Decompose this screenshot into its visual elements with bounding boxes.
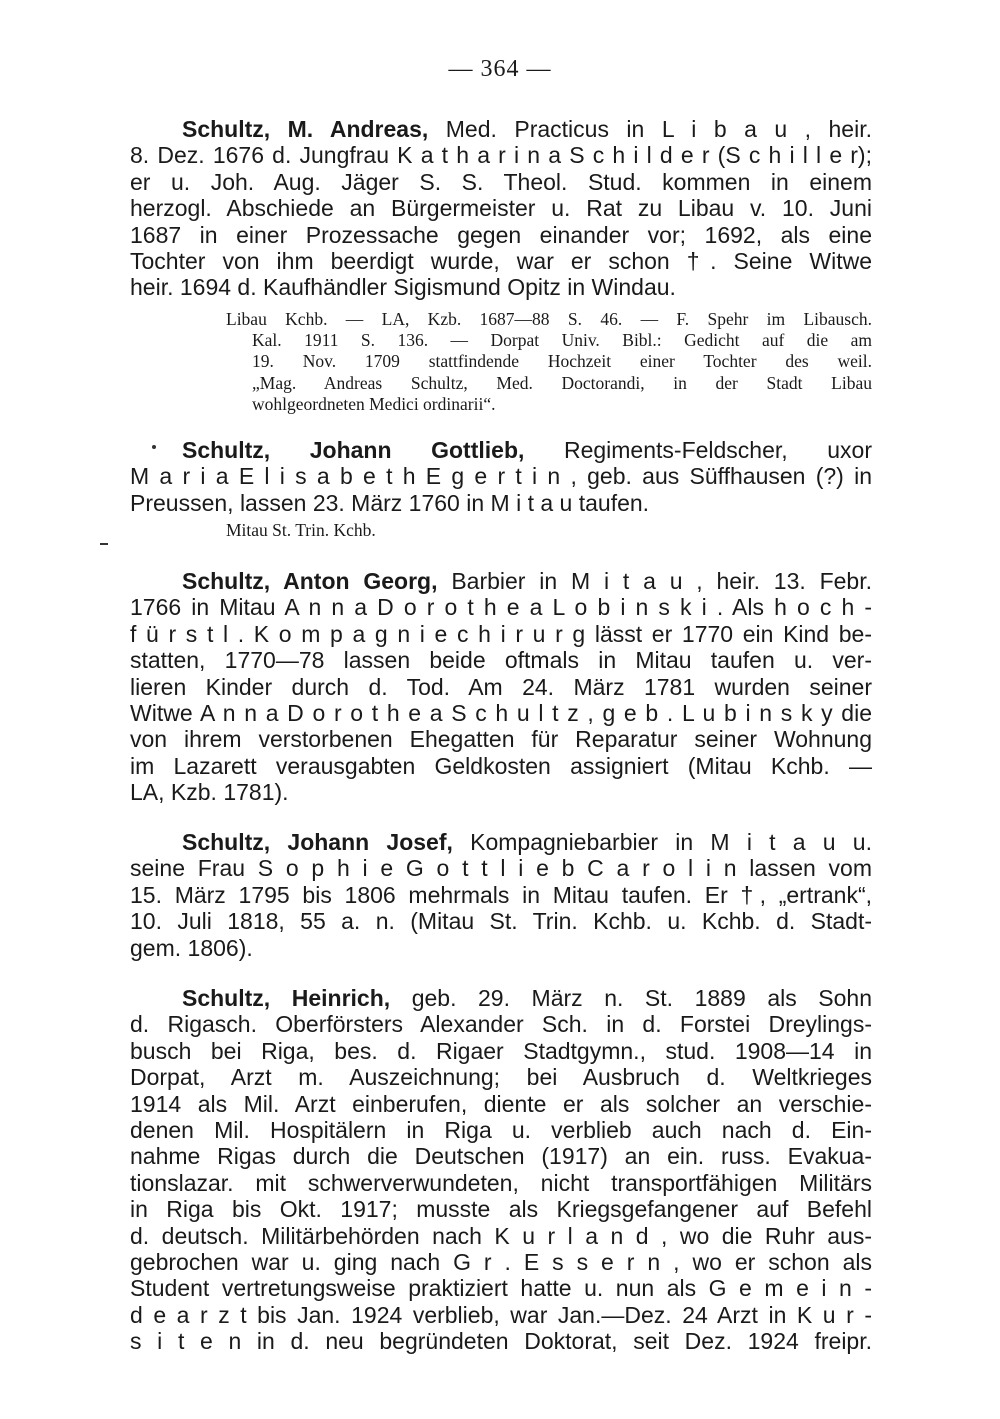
entry-text-line: nahme Rigas durch die Deutschen (1917) an ein. russ. Evakua- [130, 1143, 872, 1170]
entry-text-line: Witwe A n n a D o r o t h e a S c h u l t z , g e b . L u b i n s k y die [130, 699, 872, 726]
entry-heading-text: Barbier in M i t a u , heir. 13. Febr. [437, 568, 872, 594]
entry-text-line: busch bei Riga, bes. d. Rigaer Stadtgymn., stud. 1908—14 in [130, 1037, 872, 1064]
entry-heading-line [130, 829, 872, 855]
entry-text-line: 8. Dez. 1676 d. Jungfrau K a t h a r i n a S c h i l d e r (S c h i l l e r); [130, 142, 872, 169]
entry-schultz-johann-josef [130, 829, 872, 961]
entry-text-line: in Riga bis Okt. 1917; musste als Kriegsgefangener auf Befehl [130, 1196, 872, 1223]
entry-heading-text: Regiments-Feldscher, uxor [524, 437, 872, 463]
entry-text-line: im Lazarett verausgabten Geldkosten assigniert (Mitau Kchb. — [130, 752, 872, 779]
entry-schultz-m-andreas [130, 116, 872, 415]
entry-text-line: d. Rigasch. Oberförsters Alexander Sch. in d. Forstei Dreylings- [130, 1011, 872, 1038]
source-line: Mitau St. Trin. Kchb. [226, 520, 376, 541]
entry-text-line: er u. Joh. Aug. Jäger S. S. Theol. Stud. kommen in einem [130, 168, 872, 195]
source-line: Libau Kchb. — LA, Kzb. 1687—88 S. 46. — F. Spehr im Libausch. [226, 308, 872, 329]
entry-heading-text: Kompagniebarbier in M i t a u u. [452, 829, 872, 855]
entry-text-line: gebrochen war u. ging nach G r . E s s e r n , wo er schon als [130, 1248, 872, 1275]
entry-name: Schultz, M. Andreas, [182, 116, 429, 142]
source-references [226, 520, 872, 541]
entry-heading-text: geb. 29. März n. St. 1889 als Sohn [390, 985, 872, 1011]
entry-heading-line [130, 116, 872, 142]
page-number: — 364 — [448, 56, 552, 82]
entry-text-line: Dorpat, Arzt m. Auszeichnung; bei Ausbruch d. Weltkrieges [130, 1064, 872, 1091]
entry-heading-line [130, 568, 872, 594]
source-line: Kal. 1911 S. 136. — Dorpat Univ. Bibl.: Gedicht auf die am [252, 330, 872, 351]
entry-text-line: s i t e n in d. neu begründeten Doktorat, seit Dez. 1924 freipr. [130, 1328, 872, 1355]
entry-text-line: LA, Kzb. 1781). [130, 779, 289, 806]
entry-text-line: seine Frau S o p h i e G o t t l i e b C a r o l i n lassen vom [130, 855, 872, 882]
entry-text-line: denen Mil. Hospitälern in Riga u. verblieb auch nach d. Ein- [130, 1116, 872, 1143]
entry-text-line: 1687 in einer Prozessache gegen einander vor; 1692, als eine [130, 221, 872, 248]
entry-heading-line [130, 985, 872, 1011]
entry-text-line: Preussen, lassen 23. März 1760 in M i t a u taufen. [130, 489, 650, 516]
entry-text-line: 1914 als Mil. Arzt einberufen, diente er als solcher an verschie- [130, 1090, 872, 1117]
entry-text-line: 10. Juli 1818, 55 a. n. (Mitau St. Trin. Kchb. u. Kchb. d. Stadt- [130, 908, 872, 935]
entry-text-line: herzogl. Abschiede an Bürgermeister u. Rat zu Libau v. 10. Juni [130, 195, 872, 222]
entry-text-line: 15. März 1795 bis 1806 mehrmals in Mitau taufen. Er †, „ertrank“, [130, 881, 872, 908]
source-line: „Mag. Andreas Schultz, Med. Doctorandi, in der Stadt Libau [252, 372, 872, 393]
entry-text-line: lieren Kinder durch d. Tod. Am 24. März 1781 wurden seiner [130, 673, 872, 700]
entry-heading-text: Med. Practicus in L i b a u , heir. [428, 116, 872, 142]
entry-text-line: M a r i a E l i s a b e t h E g e r t i n , geb. aus Süffhausen (?) in [130, 463, 872, 490]
entry-text-line: 1766 in Mitau A n n a D o r o t h e a L o b i n s k i . Als h o c h - [130, 594, 872, 621]
entry-heading-line [130, 437, 872, 463]
entry-schultz-anton-georg [130, 568, 872, 806]
source-line: wohlgeordneten Medici ordinarii“. [252, 393, 496, 414]
scan-speck [100, 543, 108, 545]
entry-schultz-johann-gottlieb [130, 437, 872, 541]
entry-name: Schultz, Anton Georg, [182, 568, 438, 594]
entry-schultz-heinrich [130, 985, 872, 1354]
scan-speck [152, 445, 156, 449]
entry-text-line: von ihrem verstorbenen Ehegatten für Reparatur seiner Wohnung [130, 726, 872, 753]
entry-text-line: Tochter von ihm beerdigt wurde, war er schon †. Seine Witwe [130, 247, 872, 274]
entry-text-line: heir. 1694 d. Kaufhändler Sigismund Opitz in Windau. [130, 274, 676, 301]
entry-name: Schultz, Johann Gottlieb, [182, 437, 525, 463]
entry-text-line: tionslazar. mit schwerverwundeten, nicht transportfähigen Militärs [130, 1169, 872, 1196]
source-line: 19. Nov. 1709 stattfindende Hochzeit einer Tochter des weil. [252, 351, 872, 372]
entry-name: Schultz, Johann Josef, [182, 829, 453, 855]
entry-text-line: d e a r z t bis Jan. 1924 verblieb, war Jan.—Dez. 24 Arzt in K u r - [130, 1301, 872, 1328]
entry-name: Schultz, Heinrich, [182, 985, 391, 1011]
entry-text-line: gem. 1806). [130, 934, 253, 961]
entry-text-line: d. deutsch. Militärbehörden nach K u r l a n d , wo die Ruhr aus- [130, 1222, 872, 1249]
entry-text-line: Student vertretungsweise praktiziert hatte u. nun als G e m e i n - [130, 1275, 872, 1302]
source-references [226, 309, 872, 415]
entry-text-line: f ü r s t l . K o m p a g n i e c h i r u r g lässt er 1770 ein Kind be- [130, 620, 872, 647]
entry-text-line: statten, 1770—78 lassen beide oftmals in Mitau taufen u. ver- [130, 647, 872, 674]
